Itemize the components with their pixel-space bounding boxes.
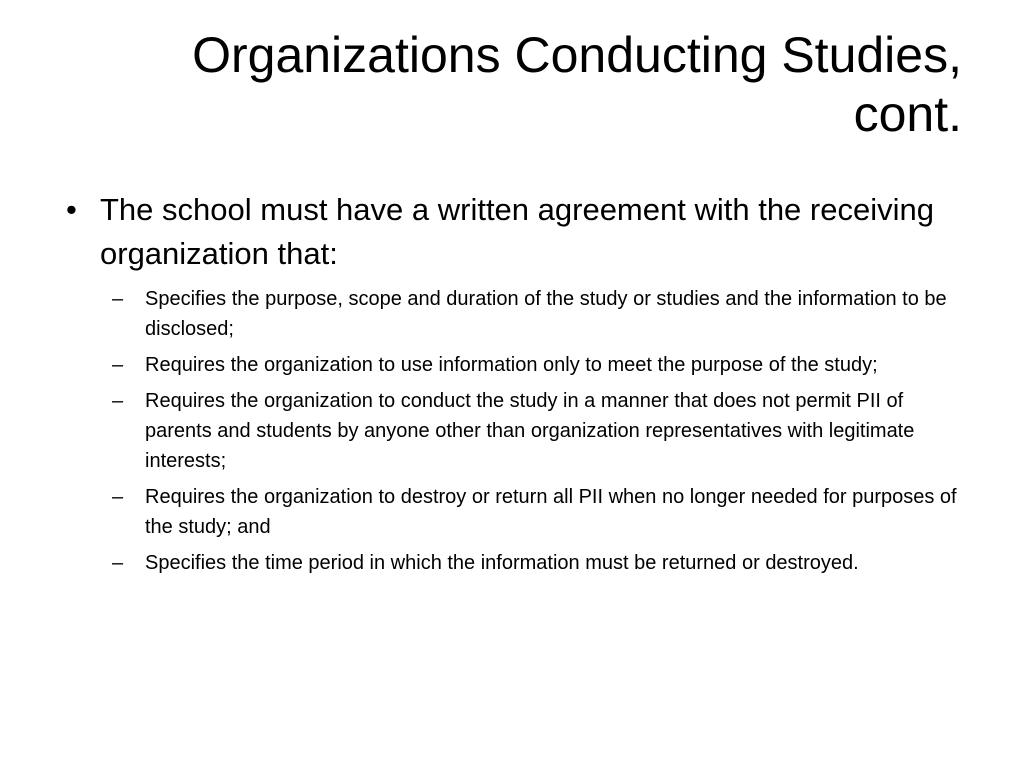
sub-bullet-text: Requires the organization to conduct the study in a manner that does not permit PII of parents and students by anyone other than organization representatives with legitimate interests; xyxy=(145,390,915,472)
main-bullet xyxy=(60,188,960,276)
sub-bullet-item xyxy=(60,350,960,380)
sub-bullet-item xyxy=(60,386,960,476)
sub-bullet-dash: – xyxy=(112,486,124,508)
sub-bullet-item xyxy=(60,284,960,344)
slide-title-line-1: Organizations Conducting Studies, xyxy=(192,27,962,83)
sub-bullet-text: Specifies the purpose, scope and duration of the study or studies and the information to be disclosed; xyxy=(145,288,947,340)
sub-bullet-text: Requires the organization to use information only to meet the purpose of the study; xyxy=(145,354,878,376)
sub-bullet-list xyxy=(60,284,960,578)
bullet-dot: • xyxy=(66,192,77,227)
main-bullet-text: The school must have a written agreement with the receiving organization that: xyxy=(100,192,934,271)
sub-bullet-text: Specifies the time period in which the information must be returned or destroyed. xyxy=(145,552,859,574)
sub-bullet-dash: – xyxy=(112,390,124,412)
slide-title xyxy=(62,26,962,144)
sub-bullet-dash: – xyxy=(112,552,124,574)
slide-content xyxy=(60,188,960,584)
sub-bullet-text: Requires the organization to destroy or return all PII when no longer needed for purposes of the study; and xyxy=(145,486,957,538)
sub-bullet-item xyxy=(60,482,960,542)
slide-title-line-2: cont. xyxy=(853,86,962,142)
sub-bullet-dash: – xyxy=(112,288,124,310)
sub-bullet-item xyxy=(60,548,960,578)
sub-bullet-dash: – xyxy=(112,354,124,376)
